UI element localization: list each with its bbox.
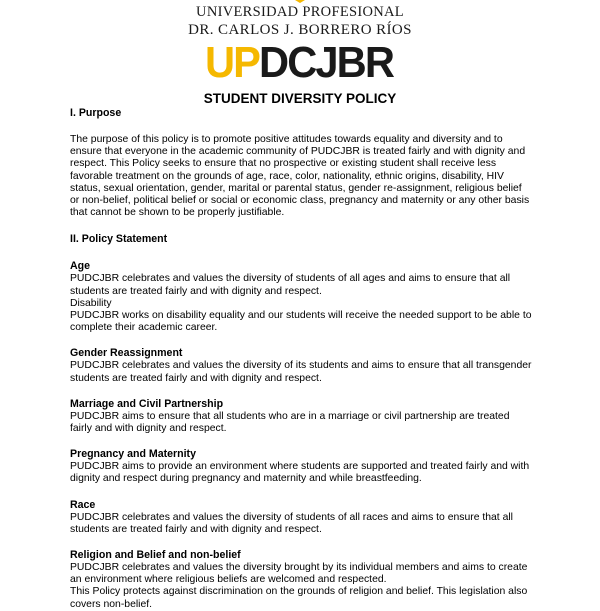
- section-heading-religion: Religion and Belief and non-belief: [70, 549, 241, 562]
- section-heading-marriage: Marriage and Civil Partnership: [70, 397, 224, 410]
- section-text-religion-2: This Policy protects against discrimination on the grounds of religion and belief. This legislation also covers non-belief.: [70, 586, 528, 610]
- document-body: [70, 107, 532, 611]
- svg-text:UPDCJBR: [205, 38, 401, 87]
- section-text-marriage: PUDCJBR aims to ensure that all students who are in a marriage or civil partnership are treated fairly and with dignity and respect.: [70, 410, 510, 435]
- university-name-line1: UNIVERSIDAD PROFESIONAL: [196, 4, 404, 20]
- purpose-paragraph: The purpose of this policy is to promote positive attitudes towards equality and diversity and to ensure that everyone in the academic community of PUDCJBR is treated fairly and with dignity and respect. This Policy seeks to ensure that no prospective or existing student shall receive less favorable treatment on the grounds of age, race, color, nationality, ethnic origins, disability, HIV status, sexual orientation, gender, marital or parental status, gender re-assignment, religious belief or non-belief, political belief or social or economic class, pregnancy and maternity or any other basis that cannot be shown to be properly justifiable.: [70, 134, 530, 219]
- university-name-line2: DR. CARLOS J. BORRERO RÍOS: [188, 22, 412, 38]
- section-text-race: PUDCJBR celebrates and values the diversity of students of all races and aims to ensure that all students are treated fairly and with dignity and respect.: [70, 511, 513, 535]
- section-text-age: PUDCJBR celebrates and values the diversity of students of all ages and aims to ensure that all students are treated fairly and with dignity and respect.: [70, 273, 511, 297]
- section-heading-gender-reassignment: Gender Reassignment: [70, 347, 183, 360]
- section-text-religion: PUDCJBR celebrates and values the diversity brought by its individual members and aims to create an environment where religious beliefs are welcomed and respected.: [70, 562, 528, 586]
- section-heading-age: Age: [70, 260, 91, 273]
- policy-statement-heading: II. Policy Statement: [70, 233, 168, 246]
- section-heading-pregnancy: Pregnancy and Maternity: [70, 448, 196, 461]
- section-text-gender-reassignment: PUDCJBR celebrates and values the diversity of its students and aims to ensure that all transgender students are treated fairly and with dignity and respect.: [70, 360, 532, 384]
- section-heading-disability: Disability: [70, 297, 112, 309]
- logo-accent-letters: UP: [205, 38, 263, 87]
- section-text-pregnancy: PUDCJBR aims to provide an environment where students are supported and treated fairly and with dignity and respect during pregnancy and maternity and while breastfeeding.: [70, 461, 530, 485]
- document-title: STUDENT DIVERSITY POLICY: [203, 91, 397, 106]
- university-logo: [205, 38, 401, 87]
- purpose-heading: I. Purpose: [70, 107, 122, 119]
- section-heading-race: Race: [70, 498, 96, 511]
- logo-dark-letters: DCJBR: [259, 38, 401, 87]
- section-text-disability: PUDCJBR works on disability equality and our students will receive the needed support to be able to complete their academic career.: [70, 310, 532, 334]
